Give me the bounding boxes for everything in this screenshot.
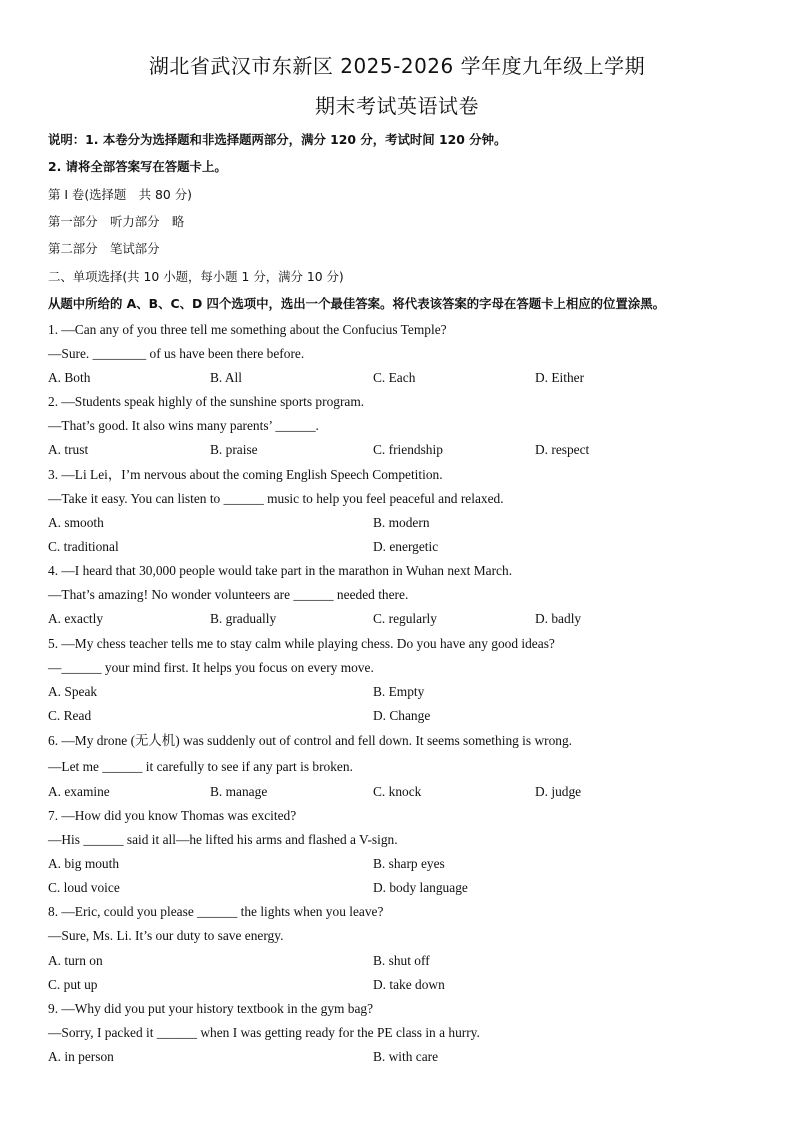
answer-line-7: —His ______ said it all—he lifted his arms and flashed a V-sign.: [48, 832, 398, 847]
q8-option-b: B. shut off: [373, 953, 430, 968]
q8-option-a: A. turn on: [48, 953, 103, 968]
section2-heading: 二、单项选择(共 10 小题，每小题 1 分，满分 10 分): [48, 269, 344, 284]
q3-option-b: B. modern: [373, 515, 430, 530]
q1-option-d: D. Either: [535, 370, 585, 385]
note-2: 2. 请将全部答案写在答题卡上。: [48, 159, 227, 174]
q9-option-b: B. with care: [373, 1049, 439, 1064]
question-7: 7. —How did you know Thomas was excited?: [48, 808, 297, 823]
q3-option-a: A. smooth: [48, 515, 104, 530]
q7-option-a: A. big mouth: [48, 856, 120, 871]
answer-line-8: —Sure, Ms. Li. It’s our duty to save energy.: [48, 928, 284, 943]
q2-option-c: C. friendship: [373, 442, 443, 457]
note-1: 说明：1. 本卷分为选择题和非选择题两部分，满分 120 分，考试时间 120 分钟。: [48, 132, 507, 147]
question-6: 6. —My drone (无人机) was suddenly out of control and fell down. It seems something is wrong.: [48, 733, 573, 748]
q2-option-a: A. trust: [48, 442, 89, 457]
q5-option-c: C. Read: [48, 708, 92, 723]
exam-title-line2: 期末考试英语试卷: [315, 94, 479, 118]
part1-heading: 第一部分 听力部分 略: [48, 214, 185, 229]
answer-line-4: —That’s amazing! No wonder volunteers are ______ needed there.: [48, 587, 409, 602]
answer-line-5: —______ your mind first. It helps you focus on every move.: [48, 660, 374, 675]
question-1: 1. —Can any of you three tell me something about the Confucius Temple?: [48, 322, 447, 337]
q1-option-b: B. All: [210, 370, 242, 385]
q5-option-a: A. Speak: [48, 684, 98, 699]
answer-line-1: —Sure. ________ of us have been there before.: [48, 346, 305, 361]
q8-option-d: D. take down: [373, 977, 445, 992]
answer-line-6: —Let me ______ it carefully to see if any part is broken.: [48, 759, 353, 774]
q2-option-d: D. respect: [535, 442, 590, 457]
q5-option-d: D. Change: [373, 708, 431, 723]
question-5: 5. —My chess teacher tells me to stay calm while playing chess. Do you have any good ideas?: [48, 636, 555, 651]
q7-option-b: B. sharp eyes: [373, 856, 445, 871]
q3-option-c: C. traditional: [48, 539, 119, 554]
question-3: 3. —Li Lei，I’m nervous about the coming English Speech Competition.: [48, 467, 443, 482]
q4-option-a: A. exactly: [48, 611, 104, 626]
q8-option-c: C. put up: [48, 977, 98, 992]
q4-option-d: D. badly: [535, 611, 582, 626]
q7-option-d: D. body language: [373, 880, 468, 895]
q6-option-b: B. manage: [210, 784, 268, 799]
q6-option-a: A. examine: [48, 784, 110, 799]
question-9: 9. —Why did you put your history textbook in the gym bag?: [48, 1001, 374, 1016]
volume-heading: 第 I 卷(选择题 共 80 分): [48, 187, 192, 202]
question-8: 8. —Eric, could you please ______ the lights when you leave?: [48, 904, 384, 919]
q5-option-b: B. Empty: [373, 684, 425, 699]
q4-option-c: C. regularly: [373, 611, 437, 626]
q4-option-b: B. gradually: [210, 611, 277, 626]
exam-title-line1: 湖北省武汉市东新区 2025-2026 学年度九年级上学期: [148, 54, 646, 78]
part2-heading: 第二部分 笔试部分: [48, 241, 160, 256]
q6-option-d: D. judge: [535, 784, 582, 799]
section-instruction: 从题中所给的 A、B、C、D 四个选项中，选出一个最佳答案。将代表该答案的字母在答题卡上相应的位置涂黑。: [48, 296, 666, 311]
q3-option-d: D. energetic: [373, 539, 439, 554]
question-4: 4. —I heard that 30,000 people would take part in the marathon in Wuhan next March.: [48, 563, 513, 578]
q1-option-a: A. Both: [48, 370, 91, 385]
q2-option-b: B. praise: [210, 442, 258, 457]
answer-line-9: —Sorry, I packed it ______ when I was getting ready for the PE class in a hurry.: [48, 1025, 480, 1040]
q1-option-c: C. Each: [373, 370, 416, 385]
question-2: 2. —Students speak highly of the sunshine sports program.: [48, 394, 365, 409]
answer-line-3: —Take it easy. You can listen to ______ music to help you feel peaceful and relaxed.: [48, 491, 504, 506]
q7-option-c: C. loud voice: [48, 880, 120, 895]
q9-option-a: A. in person: [48, 1049, 114, 1064]
answer-line-2: —That’s good. It also wins many parents’ ______.: [48, 418, 319, 433]
q6-option-c: C. knock: [373, 784, 422, 799]
